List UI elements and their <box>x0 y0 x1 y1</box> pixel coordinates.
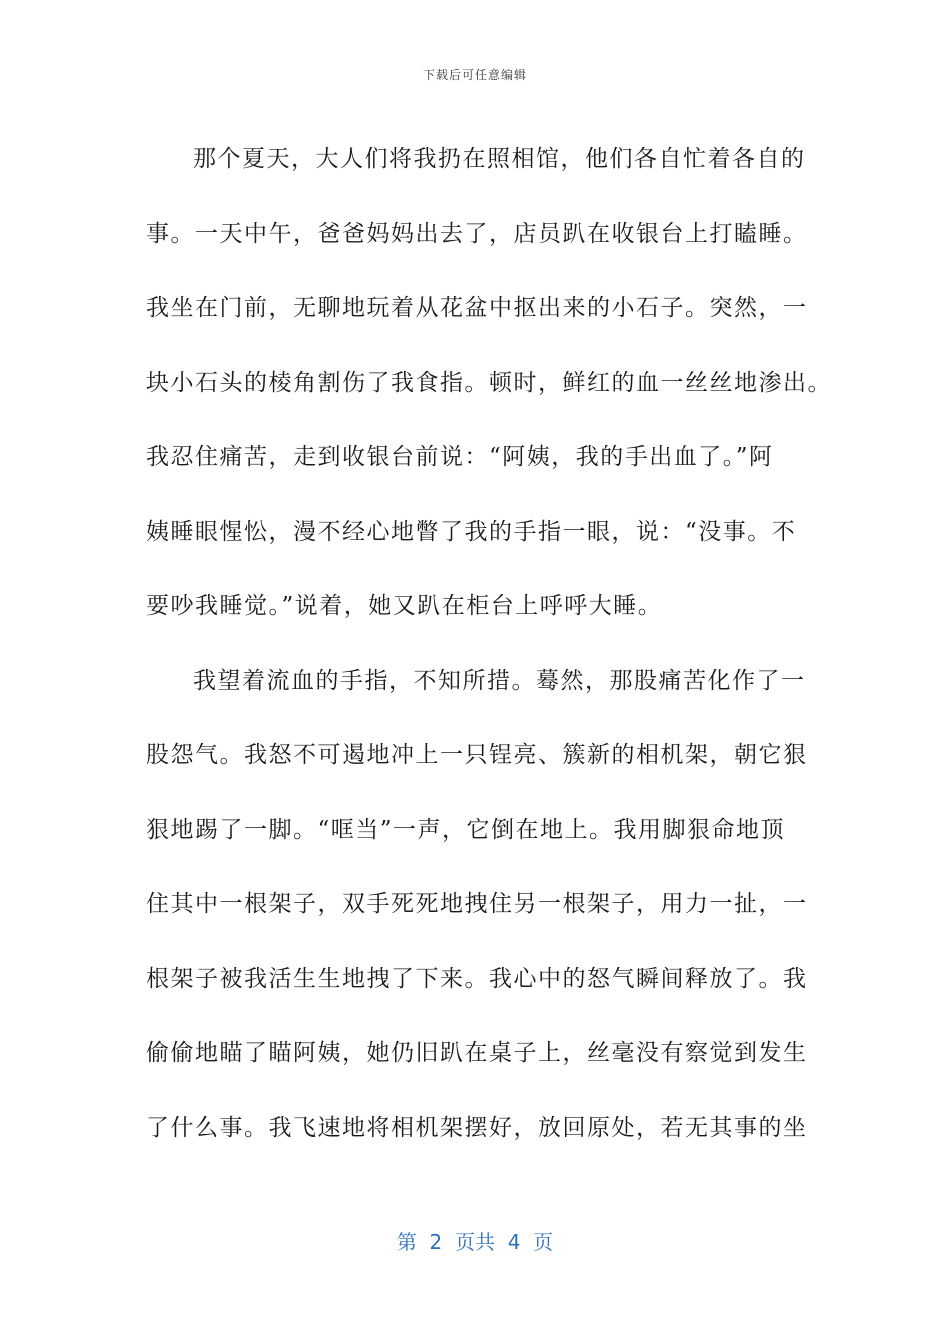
text-line: 狠地踢了一脚。“哐当”一声，它倒在地上。我用脚狠命地顶 <box>146 816 786 843</box>
text-line: 那个夏天，大人们将我扔在照相馆，他们各自忙着各自的 <box>193 146 806 172</box>
text-line: 我忍住痛苦，走到收银台前说：“阿姨，我的手出血了。”阿 <box>146 444 774 470</box>
text-line: 要吵我睡觉。”说着，她又趴在柜台上呼呼大睡。 <box>146 593 663 619</box>
text-line: 姨睡眼惺忪，漫不经心地瞥了我的手指一眼，说：“没事。不 <box>146 518 797 545</box>
text-line: 我望着流血的手指，不知所措。蓦然，那股痛苦化作了一 <box>193 667 806 694</box>
text-line: 事。一天中午，爸爸妈妈出去了，店员趴在收银台上打瞌睡。 <box>146 220 808 247</box>
text-line: 偷偷地瞄了瞄阿姨，她仍旧趴在桌子上，丝毫没有察觉到发生 <box>146 1040 808 1066</box>
header-note: 下载后可任意编辑 <box>422 68 527 82</box>
text-line: 块小石头的棱角割伤了我食指。顿时，鲜红的血一丝丝地渗出。 <box>146 369 832 396</box>
text-line: 了什么事。我飞速地将相机架摆好，放回原处，若无其事的坐 <box>146 1114 808 1141</box>
text-line: 住其中一根架子，双手死死地拽住另一根架子，用力一扯，一 <box>146 891 808 917</box>
text-line: 股怨气。我怒不可遏地冲上一只锃亮、簇新的相机架，朝它狠 <box>146 742 808 768</box>
text-line: 我坐在门前，无聊地玩着从花盆中抠出来的小石子。突然，一 <box>146 295 808 321</box>
page-number: 第 2 页共 4 页 <box>396 1230 554 1254</box>
document-body <box>146 122 832 1165</box>
text-line: 根架子被我活生生地拽了下来。我心中的怒气瞬间释放了。我 <box>146 965 808 992</box>
